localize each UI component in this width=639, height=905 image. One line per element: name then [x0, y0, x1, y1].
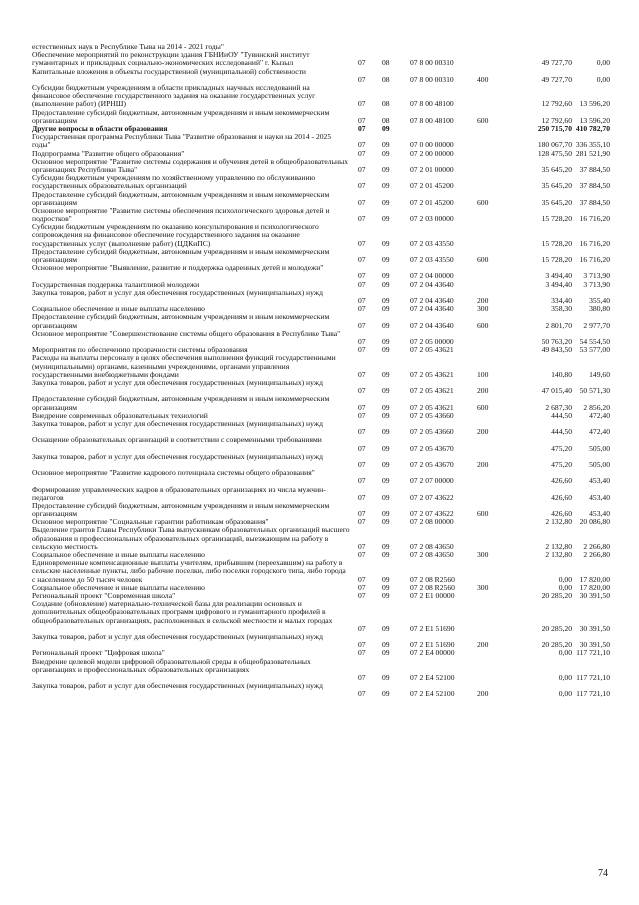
row-amount-year2: 2 856,20: [583, 402, 610, 412]
row-subsection-code: 08: [382, 99, 390, 109]
row-section-code: 07: [358, 74, 366, 84]
row-expense-type: 300: [477, 304, 489, 314]
row-section-code: 07: [358, 99, 366, 109]
row-section-code: 07: [358, 550, 366, 560]
row-subsection-code: 09: [382, 386, 390, 396]
row-name: Основное мероприятие "Развитие системы содержания и обучения детей в общеобразовательных организациях Республики Тыва": [32, 156, 349, 174]
row-section-code: 07: [358, 476, 366, 486]
row-subsection-code: 09: [382, 271, 390, 281]
row-section-code: 07: [358, 271, 366, 281]
row-expense-type: 200: [477, 427, 489, 437]
row-amount-year2: 149,60: [589, 369, 610, 379]
row-target-article: 07 2 E4 52100: [410, 689, 455, 699]
table-row: [0, 264, 639, 280]
row-name: Субсидии бюджетным учреждениям по оказанию консультирования и психологического сопровождения на финансовое обеспечение государственного задания на оказание государственных услуг (выполнение работ) (ЦДКиПС): [32, 222, 319, 248]
row-expense-type: 200: [477, 459, 489, 469]
row-target-article: 07 2 08 R2560: [410, 582, 455, 592]
table-row: [0, 223, 639, 248]
row-expense-type: 600: [477, 402, 489, 412]
row-name: Субсидии бюджетным учреждениям по хозяйственному управлению по обслуживанию государственных образовательных организаций: [32, 173, 316, 191]
row-amount-year1: 3 494,40: [545, 271, 572, 281]
row-target-article: 07 2 08 43650: [410, 550, 454, 560]
row-amount-year1: 444,50: [551, 427, 572, 437]
row-amount-year2: 37 884,50: [579, 197, 610, 207]
row-amount-year2: 117 721,10: [576, 673, 610, 682]
row-subsection-code: 09: [382, 369, 390, 379]
row-target-article: 07 2 05 00000: [410, 337, 454, 346]
row-expense-type: 400: [477, 74, 489, 84]
row-section-code: 07: [358, 574, 366, 584]
row-amount-year2: 13 596,20: [579, 115, 610, 125]
row-amount-year1: 12 792,60: [541, 115, 572, 125]
row-section-code: 07: [358, 459, 366, 469]
row-section-code: 07: [358, 410, 366, 420]
table-row: [0, 68, 639, 84]
row-subsection-code: 09: [382, 623, 390, 633]
row-amount-year1: 47 015,40: [541, 386, 572, 396]
row-amount-year2: 0,00: [596, 58, 610, 68]
row-section-code: 07: [358, 582, 366, 592]
table-row: [0, 207, 639, 223]
table-row: [0, 502, 639, 518]
table-row: [0, 51, 639, 67]
row-expense-type: 600: [477, 509, 489, 519]
row-subsection-code: 09: [382, 582, 390, 592]
row-amount-year2: 30 391,50: [579, 640, 610, 650]
row-amount-year1: 20 285,20: [541, 640, 572, 650]
row-amount-year1: 2 687,30: [545, 402, 572, 412]
row-section-code: 07: [358, 238, 366, 248]
row-amount-year1: 12 792,60: [541, 99, 572, 109]
row-amount-year2: 30 391,50: [579, 591, 610, 601]
row-subsection-code: 09: [382, 410, 390, 420]
row-name: Мероприятия по обеспечению прозрачности системы образования: [32, 345, 248, 355]
table-row: [0, 133, 639, 149]
row-subsection-code: 09: [382, 238, 390, 248]
table-row: [0, 526, 639, 551]
row-subsection-code: 09: [382, 296, 390, 306]
row-name: Основное мероприятие "Совершенствование системы общего образования в Республике Тыва": [32, 328, 341, 338]
row-amount-year1: 426,60: [551, 509, 572, 519]
budget-table: [0, 43, 639, 699]
row-subsection-code: 09: [382, 648, 390, 658]
row-amount-year2: 54 554,50: [579, 337, 610, 346]
row-amount-year2: 472,40: [589, 410, 610, 420]
row-amount-year1: 334,40: [551, 296, 572, 306]
row-amount-year2: 410 782,70: [575, 123, 610, 133]
row-target-article: 07 8 00 00310: [410, 74, 454, 84]
row-name: Закупка товаров, работ и услуг для обеспечения государственных (муниципальных) нужд: [32, 287, 323, 297]
row-target-article: 07 2 03 00000: [410, 214, 454, 224]
row-section-code: 07: [358, 427, 366, 437]
row-amount-year1: 20 285,20: [541, 623, 572, 633]
table-row: [0, 486, 639, 502]
row-target-article: 07 2 E1 00000: [410, 591, 455, 601]
row-expense-type: 200: [477, 296, 489, 306]
row-amount-year2: 2 977,70: [583, 320, 610, 330]
row-target-article: 07 2 01 45200: [410, 197, 454, 207]
row-target-article: 07 2 04 43640: [410, 279, 454, 289]
row-amount-year1: 0,00: [558, 648, 572, 658]
row-subsection-code: 09: [382, 148, 390, 158]
row-name: Предоставление субсидий бюджетным, автономным учреждениям и иным некоммерческим организациям: [32, 500, 330, 519]
row-section-code: 07: [358, 148, 366, 158]
table-row: [0, 395, 639, 411]
row-name: Закупка товаров, работ и услуг для обеспечения государственных (муниципальных) нужд: [32, 681, 323, 691]
row-amount-year2: 16 716,20: [579, 255, 610, 265]
row-amount-year2: 17 820,00: [579, 574, 610, 584]
row-name: Субсидии бюджетным учреждениям в области прикладных научных исследований на финансовое обеспечение государственного задания на оказание государственных услуг (выполнение работ) (ИРНШ): [32, 82, 316, 109]
row-name: Предоставление субсидий бюджетным, автономным учреждениям и иным некоммерческим организациям: [32, 107, 330, 125]
row-expense-type: 100: [477, 369, 489, 379]
row-subsection-code: 09: [382, 509, 390, 519]
table-row: [0, 354, 639, 379]
row-target-article: 07 2 05 43621: [410, 369, 454, 379]
table-row: [0, 289, 639, 305]
row-amount-year2: 50 571,30: [579, 386, 610, 396]
row-section-code: 07: [358, 541, 366, 551]
row-name: Внедрение современных образовательных технологий: [32, 410, 208, 420]
row-name: Региональный проект "Современная школа": [32, 591, 176, 601]
row-section-code: 07: [358, 591, 366, 601]
row-target-article: 07 2 01 00000: [410, 164, 454, 174]
row-name: Другие вопросы в области образования: [32, 123, 168, 133]
row-name: Основное мероприятие "Социальные гарантии работникам образования": [32, 517, 269, 527]
row-amount-year2: 336 355,10: [575, 140, 610, 150]
table-row: [0, 682, 639, 698]
row-section-code: 07: [358, 58, 366, 68]
row-section-code: 07: [358, 337, 366, 346]
row-name: Внедрение целевой модели цифровой образовательной среды в общеобразовательных организациях и профессиональных образовательных организациях: [32, 656, 311, 674]
row-target-article: 07 2 01 45200: [410, 181, 454, 191]
row-amount-year1: 475,20: [551, 443, 572, 453]
row-section-code: 07: [358, 509, 366, 519]
row-amount-year2: 53 577,00: [579, 345, 610, 355]
row-subsection-code: 09: [382, 164, 390, 174]
row-target-article: 07 2 05 43621: [410, 402, 454, 412]
row-subsection-code: 09: [382, 214, 390, 224]
row-target-article: 07 2 E4 00000: [410, 648, 455, 658]
row-name: Основное мероприятие "Развитие системы обеспечения психологического здоровья детей и подростков": [32, 205, 330, 224]
row-target-article: 07 2 04 43640: [410, 296, 454, 306]
row-name: Расходы на выплаты персоналу в целях обеспечения выполнения функций государственными (муниципальными) органами, казенными учреждениями, органами управления государственными внебюджетными фондами: [32, 353, 336, 379]
row-name: Социальное обеспечение и иные выплаты населению: [32, 304, 205, 314]
row-amount-year2: 0,00: [596, 74, 610, 84]
row-target-article: 07 8 00 00310: [410, 58, 454, 68]
row-name: Предоставление субсидий бюджетным, автономным учреждениям и иным некоммерческим организациям: [32, 246, 330, 265]
table-row: [0, 248, 639, 264]
row-expense-type: 600: [477, 255, 489, 265]
row-subsection-code: 09: [382, 427, 390, 437]
row-amount-year1: 0,00: [558, 574, 572, 584]
table-row: [0, 191, 639, 207]
row-name: Единовременные компенсационные выплаты учителям, прибывшим (переехавшим) на работу в сельские населенные пункты, либо рабочие поселки, либо поселки городского типа, либо города с населением до 50 тысяч человек: [32, 558, 346, 584]
table-row: [0, 313, 639, 329]
row-section-code: 07: [358, 623, 366, 633]
row-subsection-code: 09: [382, 337, 390, 346]
row-amount-year1: 35 645,20: [541, 181, 572, 191]
row-name: Государственная поддержка талантливой молодежи: [32, 279, 200, 289]
row-section-code: 07: [358, 689, 366, 699]
row-amount-year1: 49 843,50: [541, 345, 572, 355]
row-section-code: 07: [358, 386, 366, 396]
row-name: Выделение грантов Главы Республики Тыва выпускникам образовательных организаций высшего образования и профессиональных образовательных организаций, выезжающим на работу в сельскую местность: [32, 525, 350, 551]
row-amount-year2: 472,40: [589, 427, 610, 437]
row-target-article: 07 2 E4 52100: [410, 673, 455, 682]
row-amount-year1: 2 132,80: [545, 541, 572, 551]
row-section-code: 07: [358, 320, 366, 330]
row-section-code: 07: [358, 648, 366, 658]
row-amount-year1: 15 728,20: [541, 214, 572, 224]
row-expense-type: 600: [477, 197, 489, 207]
row-subsection-code: 09: [382, 673, 390, 682]
row-amount-year1: 2 801,70: [545, 320, 572, 330]
row-amount-year2: 281 521,90: [575, 148, 610, 158]
row-name: Подпрограмма "Развитие общего образования": [32, 148, 185, 158]
row-target-article: 07 2 E1 51690: [410, 623, 455, 633]
row-section-code: 07: [358, 345, 366, 355]
row-amount-year1: 3 494,40: [545, 279, 572, 289]
row-section-code: 07: [358, 492, 366, 502]
row-target-article: 07 8 00 48100: [410, 115, 454, 125]
row-amount-year2: 2 266,80: [583, 550, 610, 560]
row-target-article: 07 2 05 43660: [410, 410, 454, 420]
row-subsection-code: 09: [382, 255, 390, 265]
row-target-article: 07 2 07 43622: [410, 509, 454, 519]
row-amount-year2: 380,80: [589, 304, 610, 314]
row-amount-year1: 20 285,20: [541, 591, 572, 601]
row-name: Обеспечение мероприятий по реконструкции здания ГБНИиОУ "Тувинский институт гуманитарных и прикладных социально-экономических исследований" г. Кызыл: [32, 50, 310, 68]
row-target-article: 07 2 05 43670: [410, 459, 454, 469]
row-amount-year1: 35 645,20: [541, 197, 572, 207]
row-section-code: 07: [358, 443, 366, 453]
row-subsection-code: 09: [382, 402, 390, 412]
row-target-article: 07 2 05 43621: [410, 386, 454, 396]
row-target-article: 07 2 E1 51690: [410, 640, 455, 650]
row-amount-year1: 180 067,70: [537, 140, 572, 150]
row-target-article: 07 2 04 00000: [410, 271, 454, 281]
row-subsection-code: 09: [382, 550, 390, 560]
row-section-code: 07: [358, 279, 366, 289]
row-amount-year2: 117 721,10: [576, 648, 610, 658]
row-amount-year1: 128 475,50: [537, 148, 572, 158]
row-name: Социальное обеспечение и иные выплаты населению: [32, 582, 205, 592]
row-subsection-code: 09: [382, 574, 390, 584]
row-target-article: 07 2 03 43550: [410, 255, 454, 265]
row-name: Предоставление субсидий бюджетным, автономным учреждениям и иным некоммерческим организациям: [32, 189, 330, 207]
row-amount-year2: 3 713,90: [583, 271, 610, 281]
row-section-code: 07: [358, 640, 366, 650]
row-name: Основное мероприятие "Развитие кадрового потенциала системы общего образования": [32, 468, 315, 478]
table-row: [0, 453, 639, 469]
row-amount-year2: 505,00: [589, 459, 610, 469]
row-section-code: 07: [358, 123, 366, 133]
row-subsection-code: 09: [382, 492, 390, 502]
row-target-article: 07 2 08 00000: [410, 517, 454, 527]
row-name: Предоставление субсидий бюджетным, автономным учреждениям и иным некоммерческим организациям: [32, 394, 330, 412]
row-amount-year1: 426,60: [551, 492, 572, 502]
row-section-code: 07: [358, 140, 366, 150]
row-amount-year2: 17 820,00: [579, 582, 610, 592]
row-amount-year1: 2 132,80: [545, 550, 572, 560]
row-amount-year1: 35 645,20: [541, 164, 572, 174]
row-target-article: 07 2 04 43640: [410, 304, 454, 314]
row-section-code: 07: [358, 164, 366, 174]
table-row: [0, 436, 639, 452]
row-target-article: 07 2 08 43650: [410, 541, 454, 551]
row-subsection-code: 08: [382, 74, 390, 84]
row-section-code: 07: [358, 197, 366, 207]
row-target-article: 07 2 00 00000: [410, 148, 454, 158]
row-amount-year2: 16 716,20: [579, 214, 610, 224]
row-amount-year1: 140,80: [551, 369, 572, 379]
row-amount-year2: 30 391,50: [579, 623, 610, 633]
row-amount-year1: 0,00: [558, 582, 572, 592]
table-row: [0, 330, 639, 346]
row-subsection-code: 08: [382, 58, 390, 68]
row-amount-year2: 13 596,20: [579, 99, 610, 109]
row-section-code: 07: [358, 304, 366, 314]
row-name: Региональный проект "Цифровая школа": [32, 648, 165, 658]
row-amount-year2: 37 884,50: [579, 164, 610, 174]
row-amount-year2: 16 716,20: [579, 238, 610, 248]
row-expense-type: 600: [477, 115, 489, 125]
row-amount-year1: 49 727,70: [541, 58, 572, 68]
row-target-article: 07 2 03 43550: [410, 238, 454, 248]
row-amount-year2: 453,40: [589, 476, 610, 486]
row-subsection-code: 09: [382, 517, 390, 527]
row-section-code: 07: [358, 402, 366, 412]
row-expense-type: 200: [477, 689, 489, 699]
row-section-code: 07: [358, 214, 366, 224]
row-amount-year1: 0,00: [558, 689, 572, 699]
row-expense-type: 200: [477, 640, 489, 650]
row-subsection-code: 09: [382, 140, 390, 150]
row-amount-year2: 3 713,90: [583, 279, 610, 289]
table-row: [0, 109, 639, 125]
row-subsection-code: 09: [382, 304, 390, 314]
row-subsection-code: 09: [382, 640, 390, 650]
table-row: [0, 600, 639, 633]
row-expense-type: 600: [477, 320, 489, 330]
row-section-code: 07: [358, 369, 366, 379]
row-name: Закупка товаров, работ и услуг для обеспечения государственных (муниципальных) нужд: [32, 632, 323, 642]
row-amount-year1: 426,60: [551, 476, 572, 486]
row-name: Социальное обеспечение и иные выплаты населению: [32, 550, 205, 560]
row-subsection-code: 09: [382, 541, 390, 551]
row-name: Закупка товаров, работ и услуг для обеспечения государственных (муниципальных) нужд: [32, 418, 323, 428]
table-row: [0, 658, 639, 683]
row-subsection-code: 09: [382, 123, 390, 133]
row-section-code: 07: [358, 115, 366, 125]
row-target-article: 07 2 05 43660: [410, 427, 454, 437]
row-amount-year1: 49 727,70: [541, 74, 572, 84]
row-amount-year2: 117 721,10: [576, 689, 610, 699]
row-amount-year2: 453,40: [589, 509, 610, 519]
row-subsection-code: 09: [382, 476, 390, 486]
row-name: Предоставление субсидий бюджетным, автономным учреждениям и иным некоммерческим организациям: [32, 312, 330, 330]
table-row: [0, 174, 639, 190]
row-amount-year1: 15 728,20: [541, 255, 572, 265]
table-row: [0, 633, 639, 649]
row-target-article: 07 2 04 43640: [410, 320, 454, 330]
row-amount-year1: 15 728,20: [541, 238, 572, 248]
row-target-article: 07 2 05 43621: [410, 345, 454, 355]
row-subsection-code: 09: [382, 591, 390, 601]
table-row: [0, 559, 639, 584]
row-expense-type: 300: [477, 550, 489, 560]
row-amount-year2: 453,40: [589, 492, 610, 502]
row-name: Капитальные вложения в объекты государственной (муниципальной) собственности: [32, 66, 306, 76]
row-amount-year1: 475,20: [551, 459, 572, 469]
row-target-article: 07 8 00 48100: [410, 99, 454, 109]
table-row: [0, 158, 639, 174]
row-name: Основное мероприятие "Выявление, развитие и поддержка одаренных детей и молодежи": [32, 263, 324, 273]
row-name: Закупка товаров, работ и услуг для обеспечения государственных (муниципальных) нужд: [32, 451, 323, 461]
row-target-article: 07 2 05 43670: [410, 443, 454, 453]
row-amount-year1: 250 715,70: [537, 123, 572, 133]
row-target-article: 07 0 00 00000: [410, 140, 454, 150]
row-name: естественных наук в Республике Тыва на 2014 - 2021 годы": [32, 42, 224, 51]
row-amount-year2: 355,40: [589, 296, 610, 306]
table-row: [0, 84, 639, 109]
row-section-code: 07: [358, 255, 366, 265]
row-subsection-code: 09: [382, 689, 390, 699]
row-amount-year1: 50 763,20: [541, 337, 572, 346]
table-row: [0, 469, 639, 485]
row-name: Формирование управленческих кадров в образовательных организациях из числа мужчин-педагогов: [32, 484, 326, 502]
row-section-code: 07: [358, 181, 366, 191]
row-expense-type: 200: [477, 386, 489, 396]
row-amount-year1: 2 132,80: [545, 517, 572, 527]
row-section-code: 07: [358, 673, 366, 682]
row-name: Оснащение образовательных организаций в соответствии с современными требованиями: [32, 435, 322, 445]
row-target-article: 07 2 07 00000: [410, 476, 454, 486]
row-subsection-code: 09: [382, 443, 390, 453]
table-row: [0, 379, 639, 395]
row-name: Создание (обновление) материально-технической базы для реализации основных и дополнительных общеобразовательных программ цифрового и гуманитарного профилей в общеобразовательных организациях, расположенных в сельской местности и малых городах: [32, 599, 333, 625]
row-subsection-code: 09: [382, 181, 390, 191]
row-subsection-code: 09: [382, 459, 390, 469]
row-amount-year2: 2 266,80: [583, 541, 610, 551]
row-target-article: 07 2 07 43622: [410, 492, 454, 502]
row-section-code: 07: [358, 296, 366, 306]
page-number: 74: [598, 868, 608, 879]
row-amount-year1: 0,00: [558, 673, 572, 682]
row-amount-year2: 37 884,50: [579, 181, 610, 191]
row-amount-year2: 505,00: [589, 443, 610, 453]
row-name: Государственная программа Республики Тыва "Развитие образования и науки на 2014 - 2025 годы": [32, 132, 332, 150]
row-amount-year2: 20 086,80: [579, 517, 610, 527]
row-subsection-code: 09: [382, 279, 390, 289]
row-name: Закупка товаров, работ и услуг для обеспечения государственных (муниципальных) нужд: [32, 377, 323, 387]
row-subsection-code: 08: [382, 115, 390, 125]
row-subsection-code: 09: [382, 197, 390, 207]
row-subsection-code: 09: [382, 345, 390, 355]
row-amount-year1: 444,50: [551, 410, 572, 420]
table-row: [0, 420, 639, 436]
row-section-code: 07: [358, 517, 366, 527]
row-subsection-code: 09: [382, 320, 390, 330]
row-expense-type: 300: [477, 582, 489, 592]
row-target-article: 07 2 08 R2560: [410, 574, 455, 584]
row-amount-year1: 358,30: [551, 304, 572, 314]
